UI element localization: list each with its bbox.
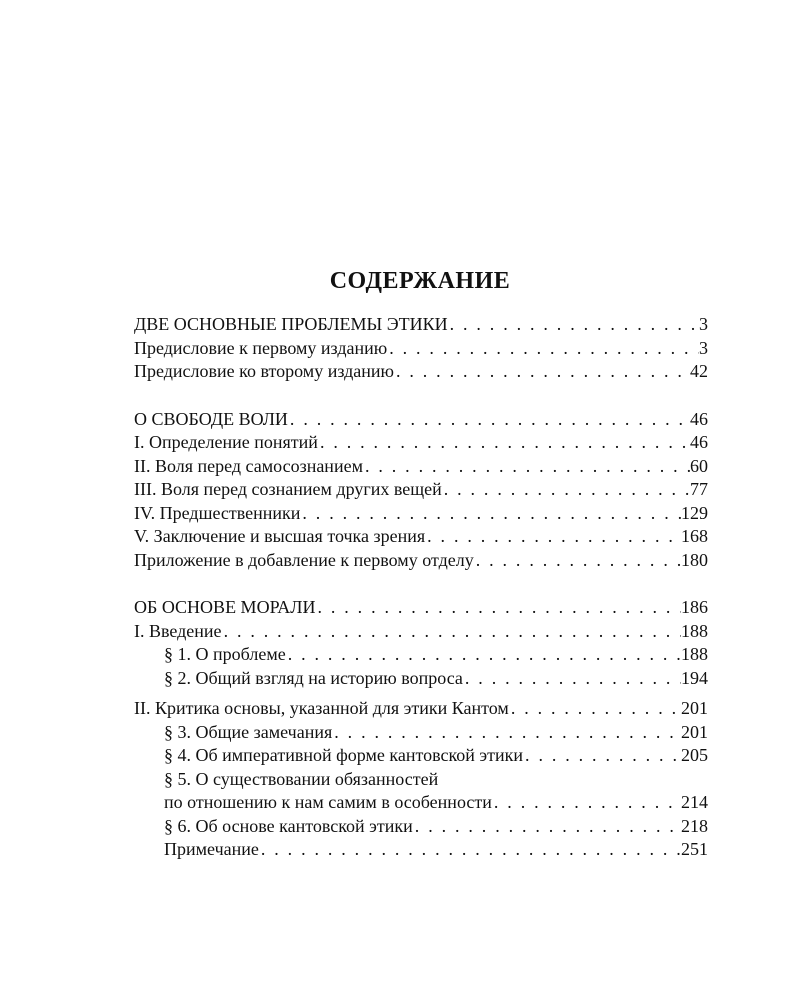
- toc-page-number: 194: [681, 667, 708, 688]
- toc-label: § 5. О существовании обязанностей: [164, 768, 439, 789]
- toc-entry: [134, 667, 708, 691]
- toc-page-number: 3: [699, 337, 708, 358]
- section-spacer: [134, 384, 708, 408]
- toc-label: I. Определение понятий: [134, 432, 318, 452]
- toc-page-number: 168: [681, 526, 708, 546]
- dot-leader: [288, 408, 690, 432]
- toc-entry: [134, 525, 708, 549]
- toc-label: V. Заключение и высшая точка зрения: [134, 526, 426, 546]
- toc-entry: [134, 502, 708, 526]
- toc-entry: [134, 620, 708, 644]
- toc-label: § 6. Об основе кантовской этики: [164, 815, 413, 836]
- toc-label: ОБ ОСНОВЕ МОРАЛИ: [134, 597, 316, 617]
- dot-leader: [413, 815, 681, 839]
- toc-page-number: 42: [690, 361, 708, 381]
- dot-leader: [318, 431, 690, 455]
- toc-label: Предисловие ко второму изданию: [134, 361, 394, 381]
- dot-leader: [463, 667, 681, 691]
- dot-leader: [492, 791, 681, 815]
- toc-label: § 1. О проблеме: [164, 644, 286, 664]
- dot-leader: [286, 643, 681, 667]
- dot-leader: [523, 744, 681, 768]
- toc-entry: [134, 744, 708, 768]
- toc-page-number: 201: [681, 721, 708, 742]
- toc-page-number: 201: [681, 698, 708, 718]
- toc-entry: [134, 643, 708, 667]
- dot-leader: [425, 525, 681, 549]
- toc-label: II. Критика основы, указанной для этики Кантом: [134, 698, 509, 718]
- toc-page-number: 188: [681, 644, 708, 664]
- toc-entry: [134, 549, 708, 573]
- dot-leader: [448, 313, 699, 337]
- toc-entry: [134, 697, 708, 721]
- toc-page-number: 218: [681, 815, 708, 836]
- toc-page-number: 214: [681, 792, 708, 812]
- toc-label: § 2. Общий взгляд на историю вопроса: [164, 667, 463, 688]
- toc-label: ДВЕ ОСНОВНЫЕ ПРОБЛЕМЫ ЭТИКИ: [134, 314, 448, 334]
- toc-section-heading: [134, 408, 708, 432]
- toc-label: Предисловие к первому изданию: [134, 337, 388, 358]
- dot-leader: [509, 697, 681, 721]
- toc-page-number: 180: [681, 549, 708, 570]
- toc-entry: [134, 360, 708, 384]
- dot-leader: [363, 455, 690, 479]
- toc-page-number: 60: [690, 455, 708, 476]
- toc-entry: [134, 815, 708, 839]
- toc-entry: [134, 337, 708, 361]
- toc-entry: [134, 791, 708, 815]
- dot-leader: [474, 549, 681, 573]
- toc-label: по отношению к нам самим в особенности: [164, 792, 492, 812]
- dot-leader: [332, 721, 681, 745]
- toc-page-number: 3: [699, 314, 708, 334]
- toc-entry: [134, 478, 708, 502]
- toc-entry-continued: [134, 768, 708, 792]
- toc-page-number: 46: [690, 408, 708, 429]
- page-title: СОДЕРЖАНИЕ: [329, 268, 511, 294]
- toc-entry: [134, 838, 708, 862]
- toc-label: I. Введение: [134, 620, 222, 641]
- toc-entry: [134, 431, 708, 455]
- toc-label: § 4. Об императивной форме кантовской этики: [164, 745, 524, 765]
- toc-label: Примечание: [164, 839, 259, 859]
- dot-leader: [442, 478, 690, 502]
- toc-page-number: 186: [681, 597, 708, 617]
- toc-page-number: 251: [681, 839, 708, 859]
- dot-leader: [315, 596, 681, 620]
- toc-entry: [134, 721, 708, 745]
- toc-section-heading: [134, 596, 708, 620]
- section-spacer: [134, 572, 708, 596]
- toc-label: Приложение в добавление к первому отделу: [134, 549, 474, 570]
- toc-page-number: 188: [681, 620, 708, 641]
- toc-label: II. Воля перед самосознанием: [134, 455, 363, 476]
- dot-leader: [394, 360, 690, 384]
- toc-label: § 3. Общие замечания: [164, 721, 333, 742]
- toc-label: О СВОБОДЕ ВОЛИ: [134, 408, 288, 429]
- toc-page-number: 46: [690, 432, 708, 452]
- dot-leader: [387, 337, 699, 361]
- toc-page-number: 205: [681, 745, 708, 765]
- subsection-spacer: [134, 690, 708, 697]
- toc-section-heading: [134, 313, 708, 337]
- toc-page-number: 129: [681, 502, 708, 523]
- toc-label: IV. Предшественники: [134, 502, 301, 523]
- dot-leader: [300, 502, 681, 526]
- dot-leader: [222, 620, 681, 644]
- dot-leader: [259, 838, 681, 862]
- table-of-contents: [134, 313, 708, 862]
- toc-label: III. Воля перед сознанием других вещей: [134, 479, 442, 499]
- toc-entry: [134, 455, 708, 479]
- toc-page-number: 77: [690, 479, 708, 499]
